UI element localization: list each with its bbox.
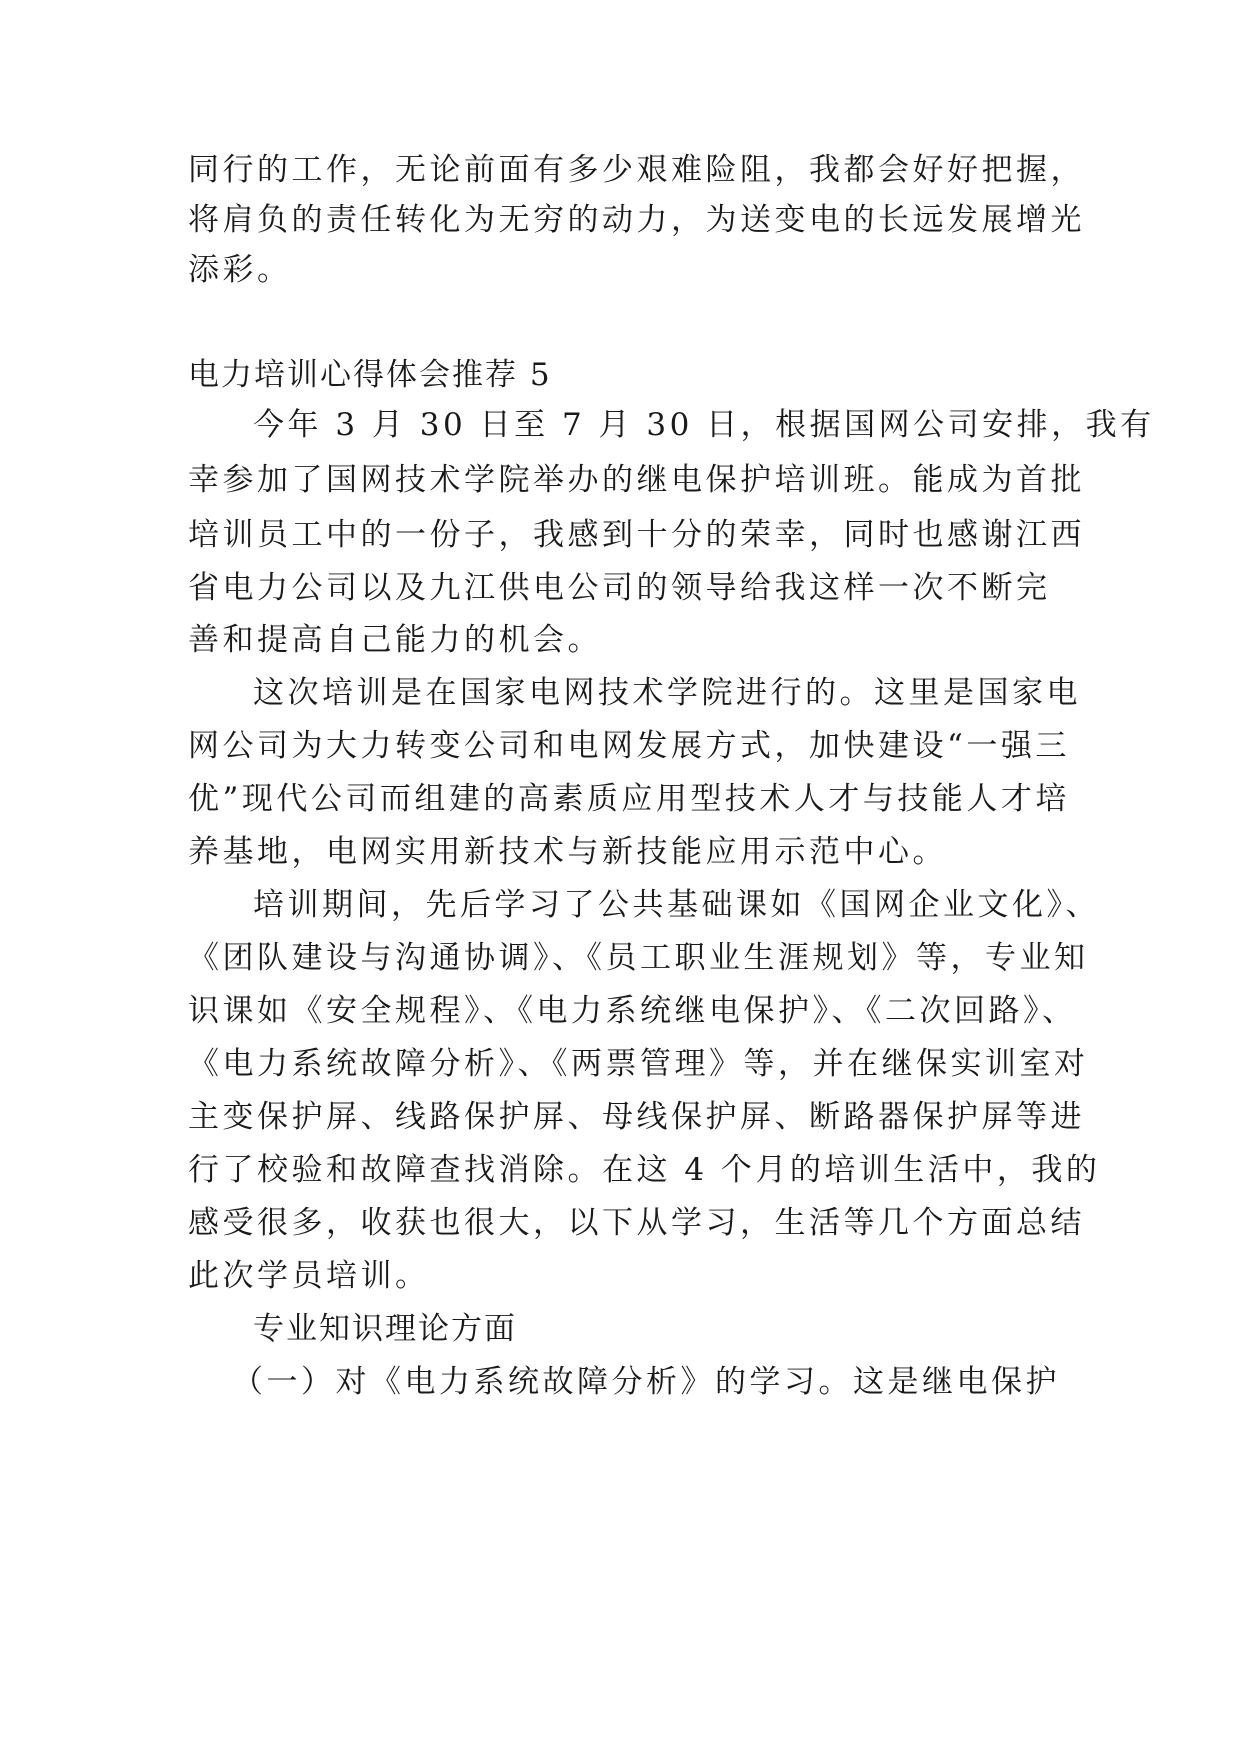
section-title: 电力培训心得体会推荐 5	[188, 357, 552, 393]
paragraph1-line-5: 善和提高自己能力的机会。	[188, 622, 602, 658]
continuation-line-3: 添彩。	[188, 252, 292, 288]
paragraph1-line-2: 幸参加了国网技术学院举办的继电保护培训班。能成为首批	[188, 462, 1085, 498]
item-1: （一）对《电力系统故障分析》的学习。这是继电保护	[232, 1364, 1060, 1400]
paragraph2-line-2: 网公司为大力转变公司和电网发展方式，加快建设“一强三	[188, 728, 1070, 764]
paragraph3-line-1: 培训期间，先后学习了公共基础课如《国网企业文化》、	[253, 887, 1100, 923]
paragraph3-line-5: 主变保护屏、线路保护屏、母线保护屏、断路器保护屏等进	[188, 1099, 1085, 1135]
paragraph2-line-4: 养基地，电网实用新技术与新技能应用示范中心。	[188, 834, 947, 870]
paragraph1-line-3: 培训员工中的一份子，我感到十分的荣幸，同时也感谢江西	[188, 517, 1085, 553]
paragraph2-line-1: 这次培训是在国家电网技术学院进行的。这里是国家电	[253, 675, 1081, 711]
continuation-line-1: 同行的工作，无论前面有多少艰难险阻，我都会好好把握，	[188, 152, 1085, 188]
paragraph3-line-4: 《电力系统故障分析》、《两票管理》等，并在继保实训室对	[188, 1046, 1089, 1082]
paragraph1-line-4: 省电力公司以及九江供电公司的领导给我这样一次不断完	[188, 570, 1051, 606]
paragraph3-line-2: 《团队建设与沟通协调》、《员工职业生涯规划》等，专业知	[188, 940, 1089, 976]
paragraph3-line-8: 此次学员培训。	[188, 1258, 430, 1294]
paragraph3-line-3: 识课如《安全规程》、《电力系统继电保护》、《二次回路》、	[188, 993, 1077, 1029]
subheading: 专业知识理论方面	[253, 1311, 517, 1347]
paragraph3-line-7: 感受很多，收获也很大，以下从学习，生活等几个方面总结	[188, 1205, 1085, 1241]
paragraph3-line-6: 行了校验和故障查找消除。在这 4 个月的培训生活中，我的	[188, 1152, 1101, 1188]
paragraph2-line-3: 优”现代公司而组建的高素质应用型技术人才与技能人才培	[188, 781, 1070, 817]
paragraph1-line-1: 今年 3 月 30 日至 7 月 30 日，根据国网公司安排，我有	[253, 407, 1155, 443]
continuation-line-2: 将肩负的责任转化为无穷的动力，为送变电的长远发展增光	[188, 202, 1085, 238]
